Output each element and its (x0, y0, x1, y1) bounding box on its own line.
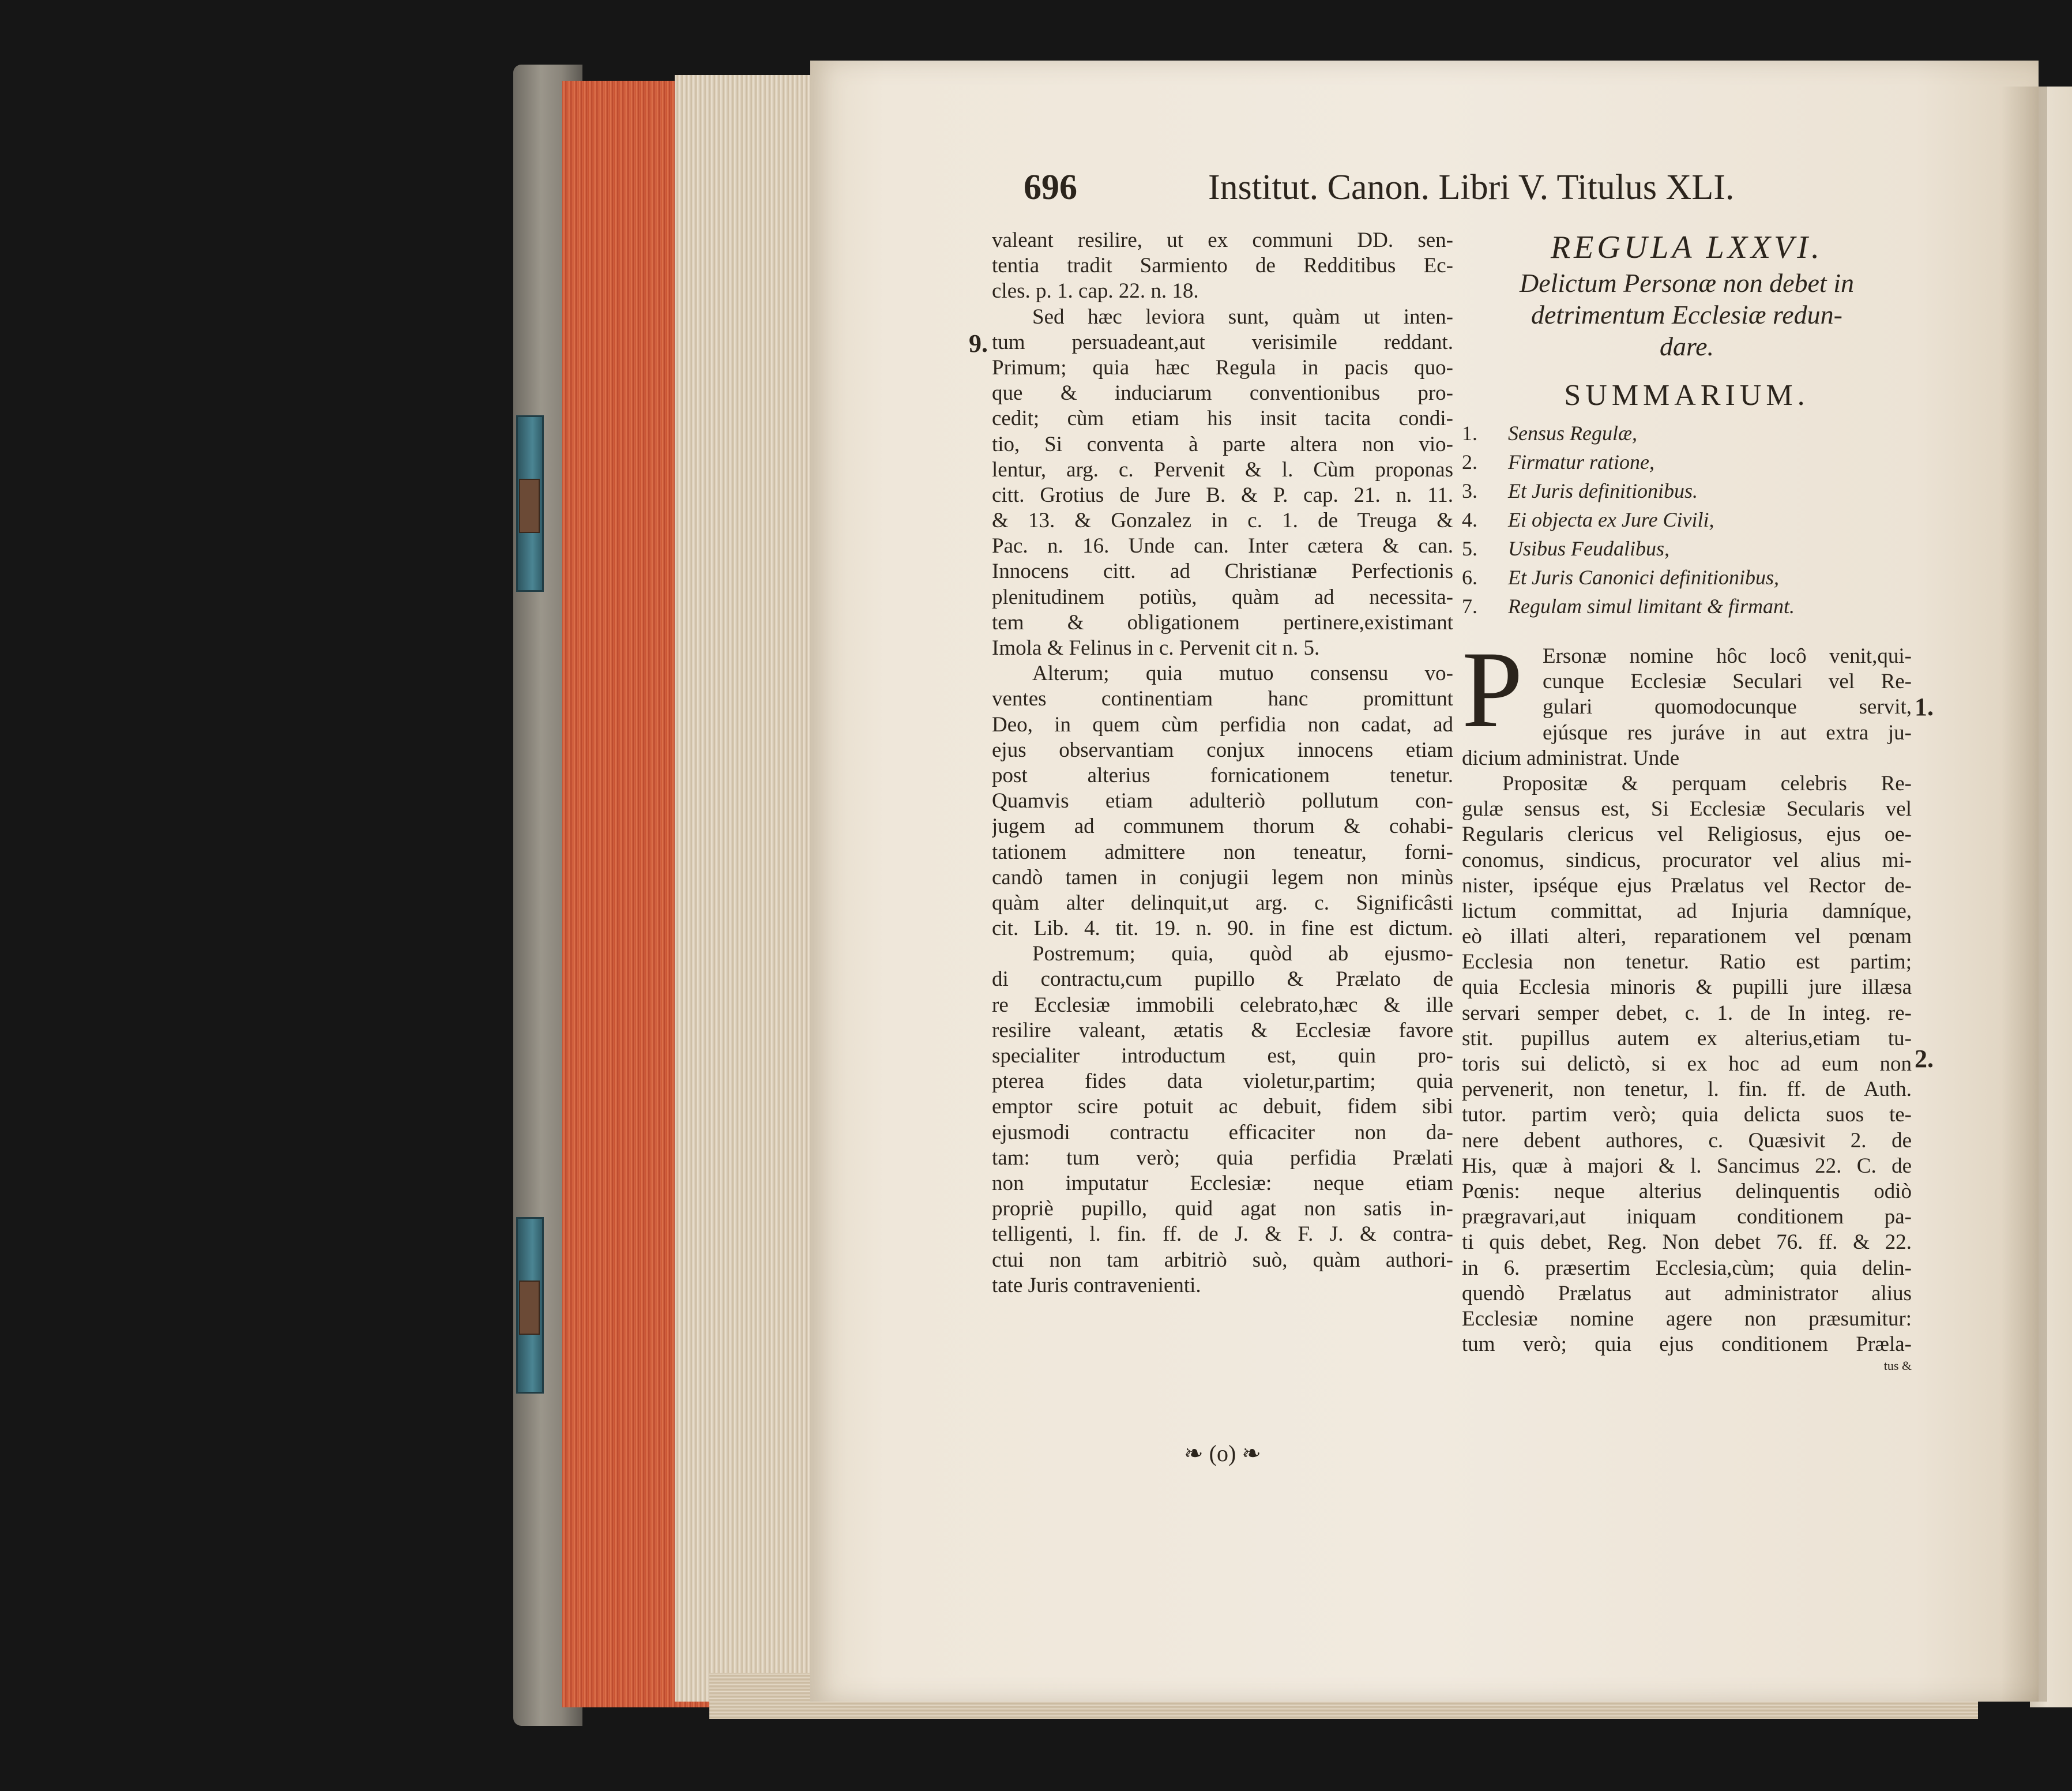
text-line: stit. pupillus autem ex alterius,etiam tu- (1462, 1026, 1912, 1050)
text-line: Propositæ & perquam celebris Re- (1502, 771, 1912, 795)
text-line: tum verò; quia ejus conditionem Præla- (1462, 1332, 1912, 1357)
text-line: nere debent authores, c. Quæsivit 2. de (1462, 1128, 1912, 1152)
drop-capital: P (1462, 629, 1523, 750)
text-line: His, quæ à majori & l. Sancimus 22. C. de (1462, 1154, 1912, 1178)
text-line: cles. p. 1. cap. 22. n. 18. (992, 279, 1199, 303)
text-line: pervenerit, non tenetur, l. fin. ff. de Auth. (1462, 1077, 1912, 1102)
left-column (992, 228, 1453, 1298)
text-line: dicium administrat. Unde (1462, 746, 1680, 770)
margin-number-2: 2. (1915, 1045, 1934, 1073)
running-title: Institut. Canon. Libri V. Titulus XLI. (1208, 168, 1735, 207)
right-column (1462, 228, 1912, 1375)
text-line: Quamvis etiam adulteriò pollutum con- (992, 789, 1453, 813)
summarium-item (1462, 476, 1912, 505)
text-line: cit. Lib. 4. tit. 19. n. 90. in fine est dictum. (992, 917, 1453, 941)
text-line: gulari quomodocunque servit, (1543, 695, 1912, 719)
text-line: que & induciarum conventionibus pro- (992, 381, 1453, 405)
text-line: telligenti, l. fin. ff. de J. & F. J. & contra- (992, 1222, 1453, 1246)
text-line: Pœnis: neque alterius delinquentis odiò (1462, 1179, 1912, 1203)
summarium-text: Regulam simul limitant & firmant. (1508, 595, 1795, 618)
text-line: ejusmodi contractu efficaciter non da- (992, 1120, 1453, 1144)
text-line: jugem ad communem thorum & cohabi- (992, 814, 1453, 839)
text-line: resilire valeant, ætatis & Ecclesiæ favore (992, 1018, 1453, 1042)
text-line: valeant resilire, ut ex communi DD. sen- (992, 228, 1453, 252)
text-line: Innocens citt. ad Christianæ Perfectionis (992, 560, 1453, 584)
text-line: ejus observantiam conjux innocens etiam (992, 738, 1453, 762)
text-line: Regularis clericus vel Religiosus, ejus oe- (1462, 823, 1912, 847)
text-line: specialiter introductum est, quin pro- (992, 1044, 1453, 1068)
right-body-text (1462, 629, 1912, 1357)
text-line: tem & obligationem pertinere,existimant (992, 610, 1453, 634)
summarium-number: 6. (1462, 566, 1477, 589)
text-line: re Ecclesiæ immobili celebrato,hæc & ille (992, 993, 1453, 1017)
text-line: post alterius fornicationem tenetur. (992, 763, 1453, 787)
text-line: ejúsque res juráve in aut extra ju- (1543, 720, 1912, 745)
text-line: ti quis debet, Reg. Non debet 76. ff. & 22. (1462, 1230, 1912, 1255)
text-line: toris sui delictò, si ex hoc ad eum non (1462, 1052, 1912, 1076)
text-line: quendò Prælatus aut administrator alius (1462, 1281, 1912, 1305)
summarium-list (1462, 419, 1912, 621)
summarium-item (1462, 534, 1912, 563)
summarium-item (1462, 448, 1912, 476)
text-line: candò tamen in conjugii legem non minùs (992, 865, 1453, 889)
text-line: nister, ipséque ejus Prælatus vel Rector de- (1462, 873, 1912, 898)
text-line: Deo, in quem cùm perfidia non cadat, ad (992, 712, 1453, 737)
text-line: Ersonæ nomine hôc locô venit,qui- (1543, 644, 1912, 668)
text-line: prægravari,aut iniquam conditionem pa- (1462, 1205, 1912, 1229)
summarium-number: 5. (1462, 537, 1477, 560)
text-line: tum persuadeant,aut verisimile reddant. (992, 330, 1453, 354)
summarium-item (1462, 592, 1912, 621)
page-header (1024, 167, 1750, 219)
ornament: ❧ (o) ❧ (1184, 1440, 1261, 1466)
text-line: propriè pupillo, quid agat non satis in- (992, 1197, 1453, 1221)
regula-title: REGULA LXXVI. (1550, 230, 1823, 265)
text-line: Ecclesia non tenetur. Ratio est partim; (1462, 950, 1912, 974)
text-line: tutor. partim verò; quia delicta suos te- (1462, 1103, 1912, 1127)
clasp-knob-bottom (519, 1281, 540, 1335)
summarium-number: 7. (1462, 595, 1477, 618)
body-block (1462, 629, 1912, 1357)
text-line: quàm alter delinquit,ut arg. c. Significâsti (992, 891, 1453, 915)
summarium-text: Sensus Regulæ, (1508, 422, 1637, 445)
summarium-number: 1. (1462, 422, 1477, 445)
rubric-line-3: dare. (1659, 332, 1714, 361)
summarium-text: Usibus Feudalibus, (1508, 537, 1670, 560)
text-line: Pac. n. 16. Unde can. Inter cætera & can. (992, 534, 1453, 558)
margin-number: 9. (969, 329, 988, 358)
text-line: pterea fides data violetur,partim; quia (992, 1069, 1453, 1094)
summarium-item (1462, 419, 1912, 448)
page-stack (675, 75, 813, 1702)
summarium-number: 2. (1462, 450, 1477, 474)
text-line: Imola & Felinus in c. Pervenit cit n. 5. (992, 636, 1320, 660)
summarium-item (1462, 505, 1912, 534)
text-line: citt. Grotius de Jure B. & P. cap. 21. n. 11. (992, 483, 1453, 507)
text-line: non imputatur Ecclesiæ: neque etiam (992, 1171, 1453, 1195)
text-line: Postremum; quia, quòd ab ejusmo- (1032, 942, 1453, 966)
summarium-heading: SUMMARIUM. (1564, 379, 1810, 412)
text-line: ventes continentiam hanc promittunt (992, 687, 1453, 711)
text-line: Alterum; quia mutuo consensu vo- (1032, 662, 1453, 686)
text-line: cunque Ecclesiæ Seculari vel Re- (1543, 670, 1912, 694)
summarium-text: Et Juris Canonici definitionibus, (1508, 566, 1779, 589)
text-line: plenitudinem potiùs, quàm ad necessita- (992, 585, 1453, 609)
catchword: tus & (1883, 1358, 1912, 1373)
text-line: tationem admittere non teneatur, forni- (992, 840, 1453, 864)
text-line: emptor scire potuit ac debuit, fidem sibi (992, 1095, 1453, 1119)
text-line: Primum; quia hæc Regula in pacis quo- (992, 355, 1453, 380)
text-line: Ecclesiæ nomine agere non præsumitur: (1462, 1306, 1912, 1331)
summarium-item (1462, 563, 1912, 592)
text-line: lictum committat, ad Injuria damníque, (1462, 899, 1912, 923)
text-line: ctui non tam arbitriò suò, quàm authori- (992, 1248, 1453, 1272)
text-line: in 6. præsertim Ecclesia,cùm; quia delin- (1462, 1256, 1912, 1280)
text-line: tio, Si conventa à parte altera non vio- (992, 432, 1453, 456)
text-line: servari semper debet, c. 1. de In integ. re- (1462, 1001, 1912, 1025)
page-number: 696 (1024, 168, 1077, 207)
gutter-shadow (2001, 87, 2047, 1702)
summarium-number: 3. (1462, 479, 1477, 502)
text-line: tam: tum verò; quia perfidia Prælati (992, 1146, 1453, 1170)
text-line: conomus, sindicus, procurator vel alius mi- (1462, 848, 1912, 872)
summarium-text: Et Juris definitionibus. (1508, 479, 1698, 502)
rubric-line-1: Delictum Personæ non debet in (1519, 268, 1854, 298)
text-line: gulæ sensus est, Si Ecclesiæ Secularis vel (1462, 797, 1912, 821)
text-line: eò illati alteri, reparationem vel pœnam (1462, 925, 1912, 949)
text-line: tate Juris contravenienti. (992, 1273, 1201, 1297)
text-line: di contractu,cum pupillo & Prælato de (992, 967, 1453, 992)
text-line: cedit; cùm etiam his insit tacita condi- (992, 407, 1453, 431)
text-line: quia Ecclesia minoris & pupilli jure illæsa (1462, 975, 1912, 1000)
summarium-text: Firmatur ratione, (1508, 450, 1655, 474)
text-line: lentur, arg. c. Pervenit & l. Cùm proponas (992, 457, 1453, 482)
clasp-knob-top (519, 479, 540, 533)
summarium-number: 4. (1462, 508, 1477, 531)
rubric-line-2: detrimentum Ecclesiæ redun- (1531, 300, 1842, 329)
margin-number-1: 1. (1915, 693, 1934, 721)
text-line: Sed hæc leviora sunt, quàm ut inten- (1032, 305, 1453, 329)
summarium-text: Ei objecta ex Jure Civili, (1508, 508, 1714, 531)
text-line: tentia tradit Sarmiento de Redditibus Ec- (992, 254, 1453, 278)
text-line: & 13. & Gonzalez in c. 1. de Treuga & (992, 509, 1453, 533)
